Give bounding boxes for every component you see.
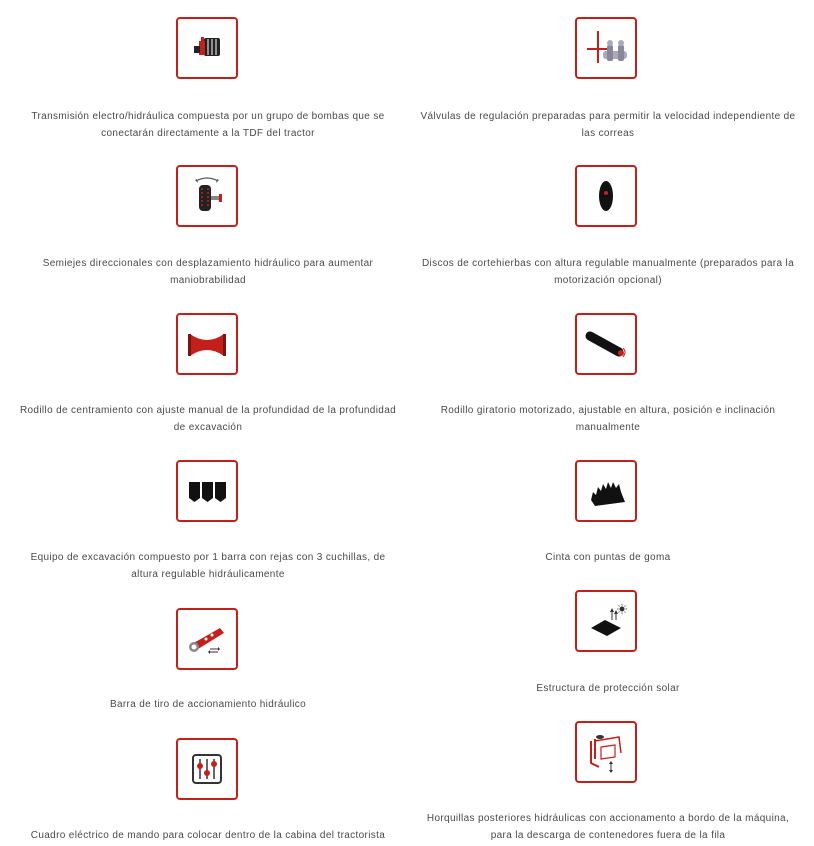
feature-caption: Rodillo de centramiento con ajuste manual de la profundidad de la profundidad de excavación [19,405,397,433]
control-panel-icon [176,738,238,800]
digging-blades-icon [176,460,238,522]
spiked-belt-icon [575,460,637,522]
hydraulic-pump-icon [176,17,238,79]
feature-caption: Válvulas de regulación preparadas para permitir la velocidad independiente de las correas [420,111,796,139]
feature-caption: Discos de cortehierbas con altura regulable manualmente (preparados para la motorización opcional) [421,258,794,286]
regulation-valves-icon [575,17,637,79]
steering-axle-icon [176,165,238,227]
sun-shade-icon [575,590,637,652]
feature-caption: Estructura de protección solar [536,683,680,694]
feature-caption: Semiejes direccionales con desplazamiento hidráulico para aumentar maniobrabilidad [42,258,374,286]
drawbar-icon [176,608,238,670]
feature-caption: Cuadro eléctrico de mando para colocar dentro de la cabina del tractorista [30,830,386,841]
rear-forks-icon [575,721,637,783]
feature-caption: Barra de tiro de accionamiento hidráulico [109,699,307,710]
feature-caption: Rodillo giratorio motorizado, ajustable en altura, posición e inclinación manualmente [440,405,776,433]
feature-caption: Cinta con puntas de goma [545,552,671,563]
rotating-roller-icon [575,313,637,375]
cutting-disc-icon [575,165,637,227]
centering-roller-icon [176,313,238,375]
feature-caption: Equipo de excavación compuesto por 1 barra con rejas con 3 cuchillas, de altura regulable hidráulicamente [30,552,386,580]
feature-caption: Transmisión electro/hidráulica compuesta por un grupo de bombas que se conectarán directamente a la TDF del tractor [31,111,385,139]
feature-caption: Horquillas posteriores hidráulicas con accionamento a bordo de la máquina, para la descarga de contenedores fuera de la fila [426,813,790,841]
